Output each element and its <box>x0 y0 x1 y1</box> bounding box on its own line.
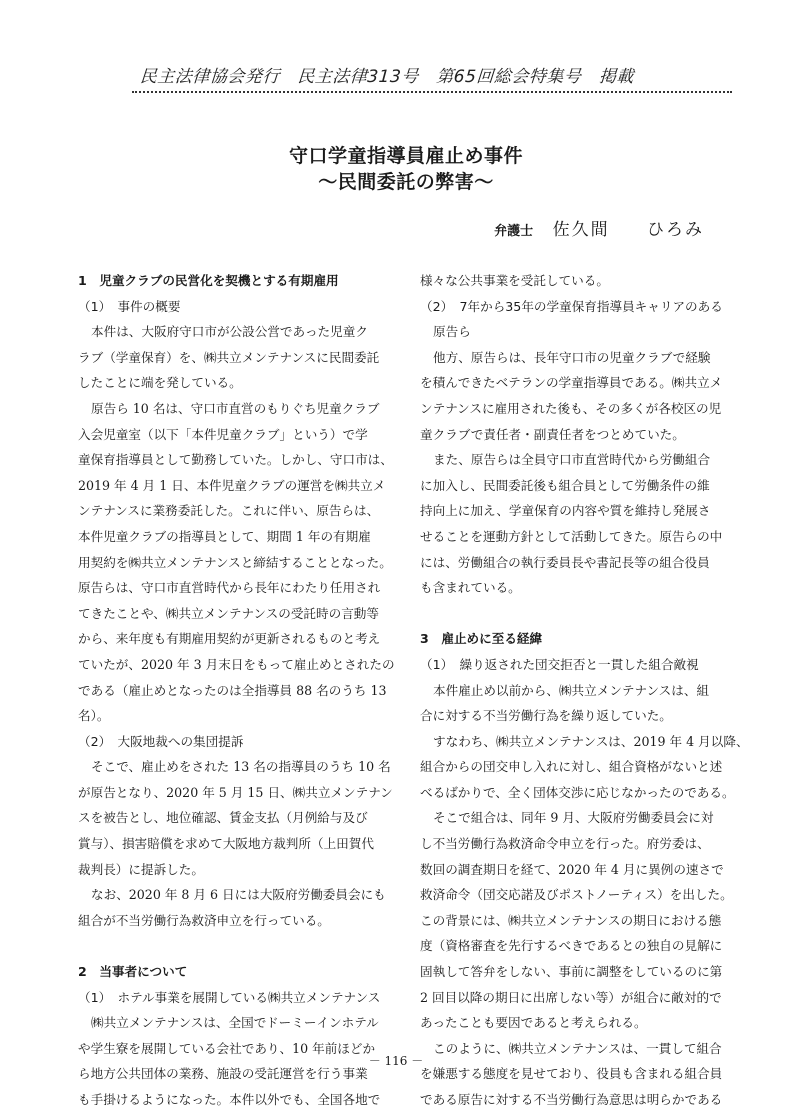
text-line: である原告に対する不当労働行為意思は明らかである <box>420 1092 723 1107</box>
text-line: 用契約を㈱共立メンテナンスと締結することとなった。 <box>78 554 392 570</box>
paragraph-first-line: 原告ら 10 名は、守口市直営のもりぐち児童クラブ <box>91 400 380 416</box>
text-line: 持向上に加え、学童保育の内容や質を維持し発展さ <box>420 503 711 519</box>
article-title: 守口学童指導員雇止め事件 <box>288 145 523 167</box>
paragraph-first-line: すなわち、㈱共立メンテナンスは、2019 年 4 月以降、 <box>433 733 749 749</box>
paragraph-first-line: そこで、雇止めをされた 13 名の指導員のうち 10 名 <box>91 759 391 775</box>
text-line: ンテナンスに業務委託した。これに伴い、原告らは、 <box>78 503 380 519</box>
text-line: 本件児童クラブの指導員として、期間 1 年の有期雇 <box>78 528 371 544</box>
handwritten-annotation: 民主法律協会発行 民主法律313号 第65回総会特集号 掲載 <box>139 67 635 87</box>
subsection-heading: （1） ホテル事業を展開している㈱共立メンテナンス <box>78 989 381 1005</box>
text-line: 組合が不当労働行為救済申立を行っている。 <box>78 912 330 928</box>
section-spacer <box>78 933 414 959</box>
paragraph-first-line: 本件は、大阪府守口市が公設公営であった児童ク <box>91 324 368 340</box>
text-line: ンテナンスに雇用された後も、その多くが各校区の児 <box>420 400 722 416</box>
text-line: 童保育指導員として勤務していた。しかし、守口市は、 <box>78 452 393 468</box>
text-line: 入会児童室（以下「本件児童クラブ」という）で学 <box>78 426 368 442</box>
text-line: 童クラブで責任者・副責任者をつとめていた。 <box>420 426 685 442</box>
paragraph-first-line: また、原告らは全員守口市直営時代から労働組合 <box>433 452 711 468</box>
text-line: も含まれている。 <box>420 580 521 596</box>
text-line: も手掛けるようになった。本件以外でも、全国各地で <box>78 1092 381 1107</box>
author-role: 弁護士 <box>494 224 534 239</box>
dotted-underline <box>132 91 732 93</box>
text-line: 2019 年 4 月 1 日、本件児童クラブの運営を㈱共立メ <box>78 477 386 493</box>
text-line: 裁判長）に提訴した。 <box>78 861 204 877</box>
text-line: 様々な公共事業を受託している。 <box>420 273 609 288</box>
text-line: 組合からの団交申し入れに対し、組合資格がないと述 <box>420 759 723 775</box>
text-line: には、労働組合の執行委員長や書記長等の組合役員 <box>420 554 710 570</box>
text-line: 度（資格審査を先行するべきであるとの独自の見解に <box>420 938 723 954</box>
author-family-name: 佐久間 <box>552 220 610 240</box>
subsection-heading-continued: 原告ら <box>433 324 471 340</box>
author-given-name: ひろみ <box>647 220 704 240</box>
subsection-heading: （1） 事件の概要 <box>78 298 181 314</box>
text-line: あったことも要因であると考えられる。 <box>420 1015 647 1031</box>
text-line: 賞与）、損害賠償を求めて大阪地方裁判所（上田賀代 <box>78 836 374 852</box>
paragraph-first-line: このように、㈱共立メンテナンスは、一貫して組合 <box>433 1040 722 1056</box>
subsection-heading: （2） 大阪地裁への集団提訴 <box>78 733 244 749</box>
text-line: 固執して答弁をしない、事前に調整をしているのに第 <box>420 964 723 980</box>
text-line: である（雇止めとなったのは全指導員 88 名のうち 13 <box>78 682 387 698</box>
author-byline <box>494 215 704 240</box>
right-column <box>420 268 756 1113</box>
text-line: したことに端を発している。 <box>78 375 242 391</box>
article-subtitle: ～民間委託の弊害～ <box>318 171 494 193</box>
text-line: ら地方公共団体の業務、施設の受託運営を行う事業 <box>78 1066 368 1082</box>
text-line: せることを運動方針として活動してきた。原告らの中 <box>420 528 723 544</box>
text-line: 名）。 <box>78 708 110 724</box>
paragraph-first-line: そこで組合は、同年 9 月、大阪府労働委員会に対 <box>433 810 714 826</box>
text-line: が原告となり、2020 年 5 月 15 日、㈱共立メンテナン <box>78 784 393 800</box>
paragraph-first-line: 他方、原告らは、長年守口市の児童クラブで経験 <box>433 349 711 365</box>
subsection-heading: （1） 繰り返された団交拒否と一貫した組合敵視 <box>420 656 699 672</box>
article-title-block <box>0 143 792 195</box>
text-line: スを被告とし、地位確認、賃金支払（月例給与及び <box>78 810 368 826</box>
text-line: この背景には、㈱共立メンテナンスの期日における態 <box>420 912 722 928</box>
text-line: 2 回目以降の期日に出席しない等）が組合に敵対的で <box>420 989 722 1005</box>
section-heading: 2 当事者について <box>78 964 188 980</box>
text-line: 原告らは、守口市直営時代から長年にわたり任用され <box>78 580 381 596</box>
section-heading: 3 雇止めに至る経緯 <box>420 631 543 647</box>
text-line: 数回の調査期日を経て、2020 年 4 月に異例の速さで <box>420 861 724 877</box>
text-line: てきたことや、㈱共立メンテナンスの受託時の言動等 <box>78 605 379 621</box>
text-line: から、来年度も有期雇用契約が更新されるものと考え <box>78 631 381 647</box>
text-line: 合に対する不当労働行為を繰り返していた。 <box>420 708 672 724</box>
paragraph-first-line: 本件雇止め以前から、㈱共立メンテナンスは、組 <box>433 682 710 698</box>
section-heading: 1 児童クラブの民営化を契機とする有期雇用 <box>78 273 339 288</box>
text-line: し不当労働行為救済命令申立を行った。府労委は、 <box>420 836 710 852</box>
text-line: 救済命令（団交応諾及びポストノーティス）を出した。 <box>420 887 733 903</box>
text-line: べるばかりで、全く団体交渉に応じなかったのである。 <box>420 784 735 800</box>
section-spacer <box>420 601 756 627</box>
text-line: に加入し、民間委託後も組合員として労働条件の維 <box>420 477 710 493</box>
text-line: ていたが、2020 年 3 月末日をもって雇止めとされたの <box>78 656 395 672</box>
text-line: や学生寮を展開している会社であり、10 年前ほどか <box>78 1040 376 1056</box>
paragraph-first-line: ㈱共立メンテナンスは、全国でドーミーインホテル <box>91 1015 379 1031</box>
left-column <box>78 268 414 1113</box>
text-line: を積んできたベテランの学童指導員である。㈱共立メ <box>420 375 723 391</box>
text-line: ラブ（学童保育）を、㈱共立メンテナンスに民間委託 <box>78 349 380 365</box>
page-number: － 116 － <box>368 1054 424 1068</box>
text-line: を嫌悪する態度を見せており、役員も含まれる組合員 <box>420 1066 723 1082</box>
paragraph-first-line: なお、2020 年 8 月 6 日には大阪府労働委員会にも <box>91 887 386 903</box>
subsection-heading: （2） 7年から35年の学童保育指導員キャリアのある <box>420 298 723 314</box>
